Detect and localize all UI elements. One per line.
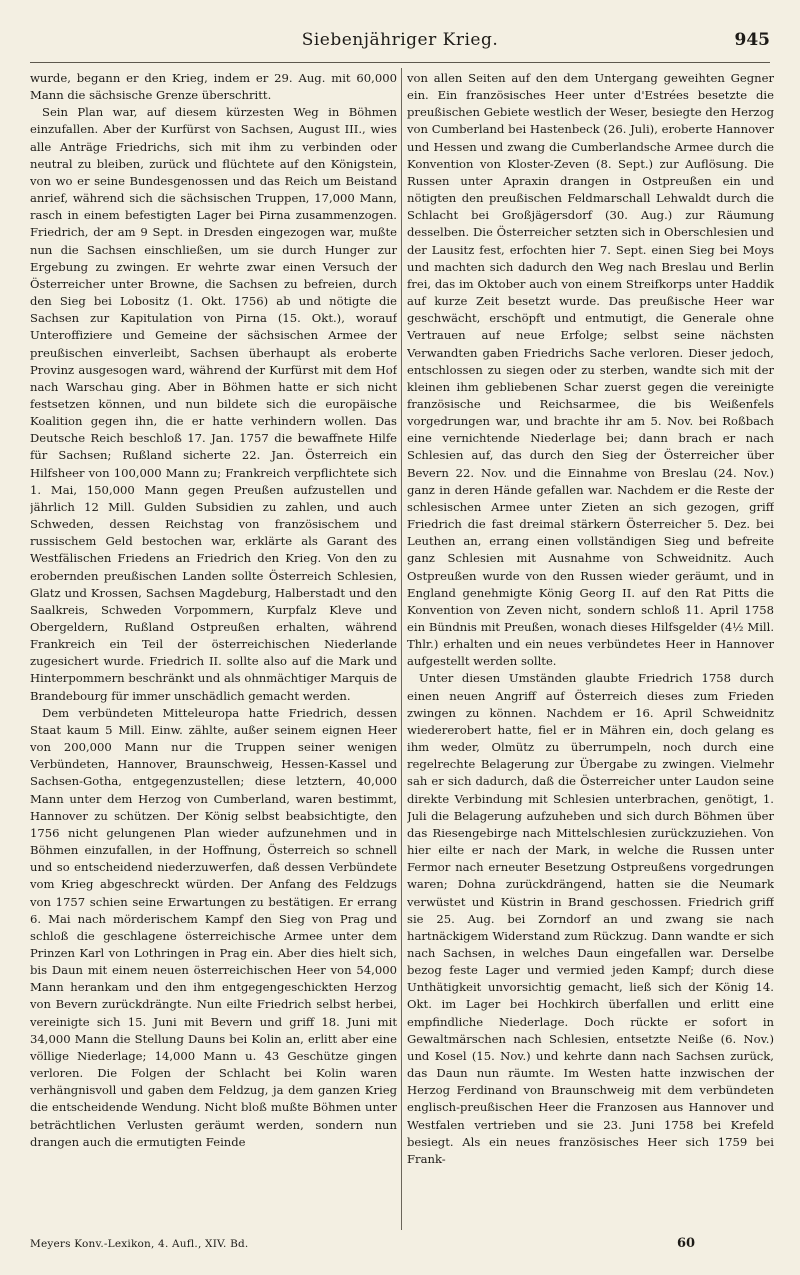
- right-column: [407, 70, 774, 1225]
- publication-footer: Meyers Konv.-Lexikon, 4. Aufl., XIV. Bd.: [30, 1238, 249, 1250]
- paragraph: Unter diesen Umständen glaubte Friedrich 1758 durch einen neuen Angriff auf Österreich dieses zum Frieden zwingen zu können. Nachdem er 16. April Schweidnitz wiedererobert hatte, fiel er in Mähren ein, doch gelang es ihm weder, Olmütz zu überrumpeln, noch durch eine regelrechte Belagerung zur Übergabe zu zwingen. Vielmehr sah er sich dadurch, daß die Österreicher unter Laudon seine direkte Verbindung mit Schlesien unterbrachen, genötigt, 1. Juli die Belagerung aufzuheben und sich durch Böhmen über das Riesengebirge nach Mittelschlesien zurückzuziehen. Von hier eilte er nach der Mark, in welche die Russen unter Fermor nach erneuter Besetzung Ostpreußens vorgedrungen waren; Dohna zurückdrängend, hatten sie die Neumark verwüstet und Küstrin in Brand geschossen. Friedrich griff sie 25. Aug. bei Zorndorf an und zwang sie nach hartnäckigem Widerstand zum Rückzug. Dann wandte er sich nach Sachsen, in welches Daun eingefallen war. Derselbe bezog feste Lager und vermied jeden Kampf; durch diese Unthätigkeit unvorsichtig gemacht, ließ sich der König 14. Okt. im Lager bei Hochkirch überfallen und erlitt eine empfindliche Niederlage. Doch rückte er sofort in Gewaltmärschen nach Schlesien, entsetzte Neiße (6. Nov.) und Kosel (15. Nov.) und kehrte dann nach Sachsen zurück, das Daun nun räumte. Im Westen hatte inzwischen der Herzog Ferdinand von Braunschweig mit dem verbündeten englisch-preußischen Heer die Franzosen aus Hannover und Westfalen vertrieben und sie 23. Juni 1758 bei Krefeld besiegt. Als ein neues französisches Heer sich 1759 bei Frank-: [407, 671, 774, 1166]
- sheet-signature: 60: [677, 1236, 696, 1251]
- page-header: [30, 30, 770, 54]
- running-title: Siebenjähriger Krieg.: [301, 30, 499, 50]
- column-divider: [401, 68, 402, 1230]
- paragraph: Sein Plan war, auf diesem kürzesten Weg in Böhmen einzufallen. Aber der Kurfürst von Sachsen, August III., wies alle Anträge Friedrichs, sich mit ihm zu verbinden oder neutral zu bleiben, zurück und flüchtete auf den Königstein, von wo er seine Bundesgenossen und das Reich um Beistand anrief, während sich die sächsischen Truppen, 17,000 Mann, rasch in einem befestigten Lager bei Pirna zusammenzogen. Friedrich, der am 9 Sept. in Dresden eingezogen war, mußte nun die Sachsen einschließen, um sie durch Hunger zur Ergebung zu zwingen. Er wehrte zwar einen Versuch der Österreicher unter Browne, die Sachsen zu befreien, durch den Sieg bei Lobositz (1. Okt. 1756) ab und nötigte die Sachsen zur Kapitulation von Pirna (15. Okt.), worauf Unteroffiziere und Gemeine der sächsischen Armee der preußischen einverleibt, Sachsen überhaupt als eroberte Provinz ausgesogen ward, während der Kurfürst mit dem Hof nach Warschau ging. Aber in Böhmen hatte er sich nicht festsetzen können, und nun bildete sich die europäische Koalition gegen ihn, die er hatte verhindern wollen. Das Deutsche Reich beschloß 17. Jan. 1757 die bewaffnete Hilfe für Sachsen; Rußland sicherte 22. Jan. Österreich ein Hilfsheer von 100,000 Mann zu; Frankreich verpflichtete sich 1. Mai, 150,000 Mann gegen Preußen aufzustellen und jährlich 12 Mill. Gulden Subsidien zu zahlen, und auch Schweden, dessen Reichstag von französischem und russischem Geld bestochen war, erklärte als Garant des Westfälischen Friedens an Friedrich den Krieg. Von den zu erobernden preußischen Landen sollte Österreich Schlesien, Glatz und Krossen, Sachsen Magdeburg, Halberstadt und den Saalkreis, Schweden Vorpommern, Kurpfalz Kleve und Obergeldern, Rußland Ostpreußen erhalten, während Frankreich ein Teil der österreichischen Niederlande zugesichert wurde. Friedrich II. sollte also auf die Mark und Hinterpommern beschränkt und als ohnmächtiger Marquis de Brandebourg für immer unschädlich gemacht werden.: [30, 105, 397, 703]
- header-rule: [30, 62, 770, 63]
- paragraph: wurde, begann er den Krieg, indem er 29. Aug. mit 60,000 Mann die sächsische Grenze überschritt.: [30, 71, 397, 103]
- paragraph: von allen Seiten auf den dem Untergang geweihten Gegner ein. Ein französisches Heer unter d'Estrées besetzte die preußischen Gebiete westlich der Weser, besiegte den Herzog von Cumberland bei Hastenbeck (26. Juli), eroberte Hannover und Hessen und zwang die Cumberlandsche Armee durch die Konvention von Kloster-Zeven (8. Sept.) zur Auflösung. Die Russen unter Apraxin drangen in Ostpreußen ein und nötigten den preußischen Feldmarschall Lehwaldt durch die Schlacht bei Großjägersdorf (30. Aug.) zur Räumung desselben. Die Österreicher setzten sich in Oberschlesien und der Lausitz fest, erfochten hier 7. Sept. einen Sieg bei Moys und machten sich dadurch den Weg nach Breslau und Berlin frei, das im Oktober auch von einem Streifkorps unter Haddik auf kurze Zeit besetzt wurde. Das preußische Heer war geschwächt, erschöpft und entmutigt, die Generale ohne Vertrauen auf neue Erfolge; selbst seine nächsten Verwandten gaben Friedrichs Sache verloren. Dieser jedoch, entschlossen zu siegen oder zu sterben, wandte sich mit der kleinen ihm gebliebenen Schar zuerst gegen die vereinigte französische und Reichsarmee, die bis Weißenfels vorgedrungen war, und brachte ihr am 5. Nov. bei Roßbach eine vernichtende Niederlage bei; dann brach er nach Schlesien auf, das durch den Sieg der Österreicher über Bevern 22. Nov. und die Einnahme von Breslau (24. Nov.) ganz in deren Hände gefallen war. Nachdem er die Reste der schlesischen Armee unter Zieten an sich gezogen, griff Friedrich die fast dreimal stärkern Österreicher 5. Dez. bei Leuthen an, errang einen vollständigen Sieg und befreite ganz Schlesien mit Ausnahme von Schweidnitz. Auch Ostpreußen wurde von den Russen wieder geräumt, und in England genehmigte König Georg II. auf den Rat Pitts die Konvention von Zeven nicht, sondern schloß 11. April 1758 ein Bündnis mit Preußen, wonach dieses Hilfsgelder (4½ Mill. Thlr.) erhalten und ein neues verbündetes Heer in Hannover aufgestellt werden sollte.: [407, 71, 774, 669]
- paragraph: Dem verbündeten Mitteleuropa hatte Friedrich, dessen Staat kaum 5 Mill. Einw. zählte, außer seinem eignen Heer von 200,000 Mann nur die Truppen seiner wenigen Verbündeten, Hannover, Braunschweig, Hessen-Kassel und Sachsen-Gotha, entgegenzustellen; diese letztern, 40,000 Mann unter dem Herzog von Cumberland, waren bestimmt, Hannover zu schützen. Der König selbst beabsichtigte, den 1756 nicht gelungenen Plan wieder aufzunehmen und in Böhmen einzufallen, in der Hoffnung, Österreich so schnell und so entscheidend niederzuwerfen, daß dessen Verbündete vom Krieg abgeschreckt würden. Der Anfang des Feldzugs von 1757 schien seine Erwartungen zu bestätigen. Er errang 6. Mai nach mörderischem Kampf den Sieg von Prag und schloß die geschlagene österreichische Armee unter dem Prinzen Karl von Lothringen in Prag ein. Aber dies hielt sich, bis Daun mit einem neuen österreichischen Heer von 54,000 Mann herankam und den ihm entgegengeschickten Herzog von Bevern zurückdrängte. Nun eilte Friedrich selbst herbei, vereinigte sich 15. Juni mit Bevern und griff 18. Juni mit 34,000 Mann die Stellung Dauns bei Kolin an, erlitt aber eine völlige Niederlage; 14,000 Mann u. 43 Geschütze gingen verloren. Die Folgen der Schlacht bei Kolin waren verhängnisvoll und gaben dem Feldzug, ja dem ganzen Krieg die entscheidende Wendung. Nicht bloß mußte Böhmen unter beträchtlichen Verlusten geräumt werden, sondern nun drangen auch die ermutigten Feinde: [30, 705, 397, 1149]
- page-number: 945: [734, 30, 770, 50]
- left-column: [30, 70, 397, 1225]
